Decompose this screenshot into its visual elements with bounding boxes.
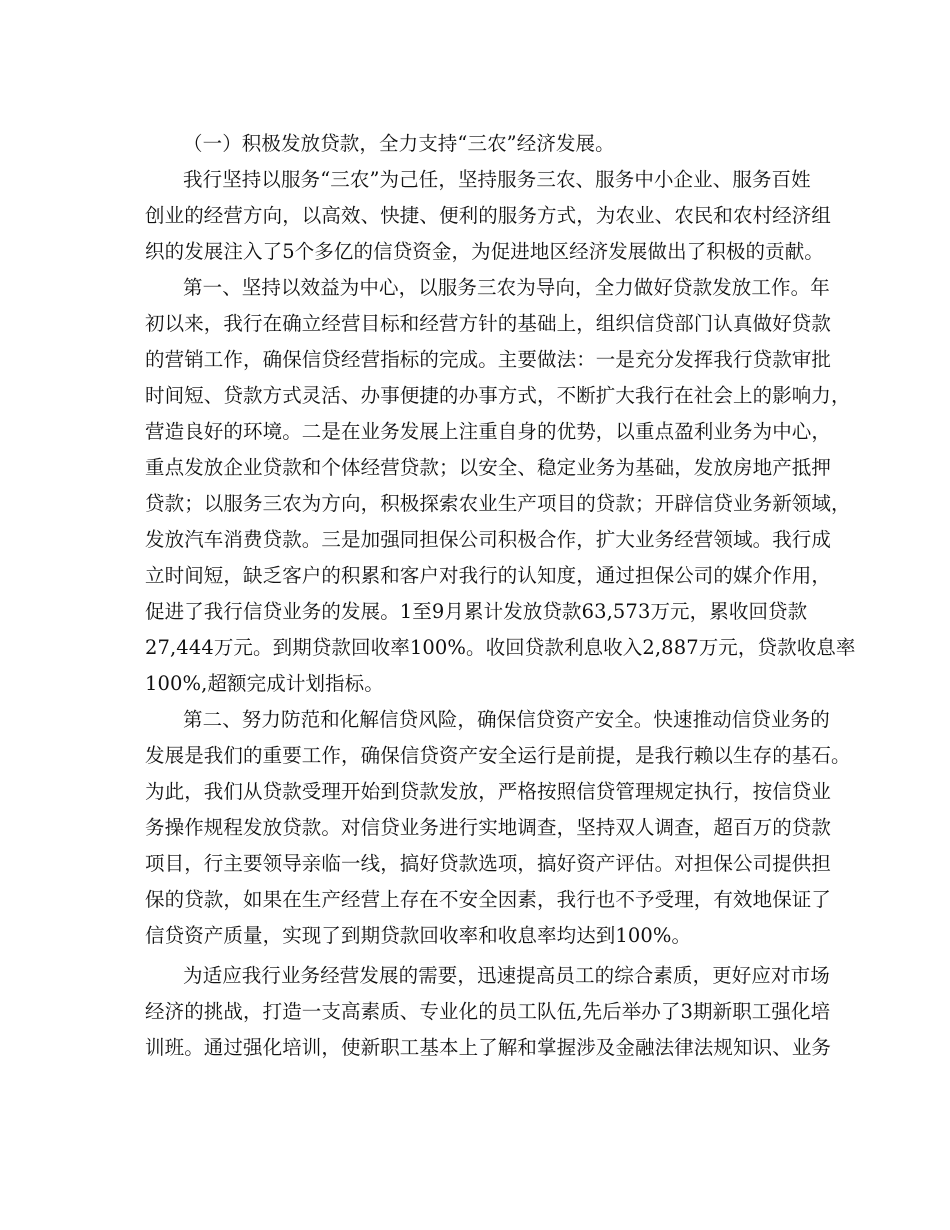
paragraph-line: 发放汽车消费贷款。三是加强同担保公司积极合作，扩大业务经营领域。我行成 [145,528,832,551]
paragraph-line: 创业的经营方向，以高效、快捷、便利的服务方式，为农业、农民和农村经济组 [145,204,832,227]
paragraph-line: 为适应我行业务经营发展的需要，迅速提高员工的综合素质，更好应对市场 [183,964,830,987]
paragraph-line: 信贷资产质量，实现了到期贷款回收率和收息率均达到100%。 [145,924,692,947]
paragraph-line: 的营销工作，确保信贷经营指标的完成。主要做法：一是充分发挥我行贷款审批 [145,348,832,371]
paragraph-line: 27,444万元。到期贷款回收率100%。收回贷款利息收入2,887万元，贷款收息率 [145,636,856,659]
paragraph-line: 发展是我们的重要工作，确保信贷资产安全运行是前提，是我行赖以生存的基石。 [145,744,851,767]
paragraph-line: 时间短、贷款方式灵活、办事便捷的办事方式，不断扩大我行在社会上的影响力， [145,384,851,407]
paragraph-line: 训班。通过强化培训，使新职工基本上了解和掌握涉及金融法律法规知识、业务 [145,1036,832,1059]
section-heading: （一）积极发放贷款，全力支持“三农”经济发展。 [183,132,615,155]
paragraph-line: 务操作规程发放贷款。对信贷业务进行实地调查，坚持双人调查，超百万的贷款 [145,816,832,839]
paragraph-line: 保的贷款，如果在生产经营上存在不安全因素，我行也不予受理，有效地保证了 [145,888,832,911]
paragraph-line: 织的发展注入了5个多亿的信贷资金，为促进地区经济发展做出了积极的贡献。 [145,240,824,263]
paragraph-line: 初以来，我行在确立经营目标和经营方针的基础上，组织信贷部门认真做好贷款 [145,312,832,335]
paragraph-line: 营造良好的环境。二是在业务发展上注重自身的优势，以重点盈利业务为中心， [145,420,832,443]
paragraph-line: 100%,超额完成计划指标。 [145,672,384,695]
paragraph-line: 经济的挑战，打造一支高素质、专业化的员工队伍,先后举办了3期新职工强化培 [145,1000,831,1023]
paragraph-line: 第一、坚持以效益为中心，以服务三农为导向，全力做好贷款发放工作。年 [183,276,830,299]
paragraph-line: 我行坚持以服务“三农”为己任，坚持服务三农、服务中小企业、服务百姓 [183,168,811,191]
paragraph-line: 重点发放企业贷款和个体经营贷款；以安全、稳定业务为基础，发放房地产抵押 [145,456,832,479]
paragraph-line: 立时间短，缺乏客户的积累和客户对我行的认知度，通过担保公司的媒介作用， [145,564,832,587]
paragraph-line: 贷款；以服务三农为方向，积极探索农业生产项目的贷款；开辟信贷业务新领域， [145,492,851,515]
paragraph-line: 第二、努力防范和化解信贷风险，确保信贷资产安全。快速推动信贷业务的 [183,708,830,731]
paragraph-line: 为此，我们从贷款受理开始到贷款发放，严格按照信贷管理规定执行，按信贷业 [145,780,832,803]
paragraph-line: 促进了我行信贷业务的发展。1至9月累计发放贷款63,573万元，累收回贷款 [145,600,808,623]
paragraph-line: 项目，行主要领导亲临一线，搞好贷款选项，搞好资产评估。对担保公司提供担 [145,852,832,875]
